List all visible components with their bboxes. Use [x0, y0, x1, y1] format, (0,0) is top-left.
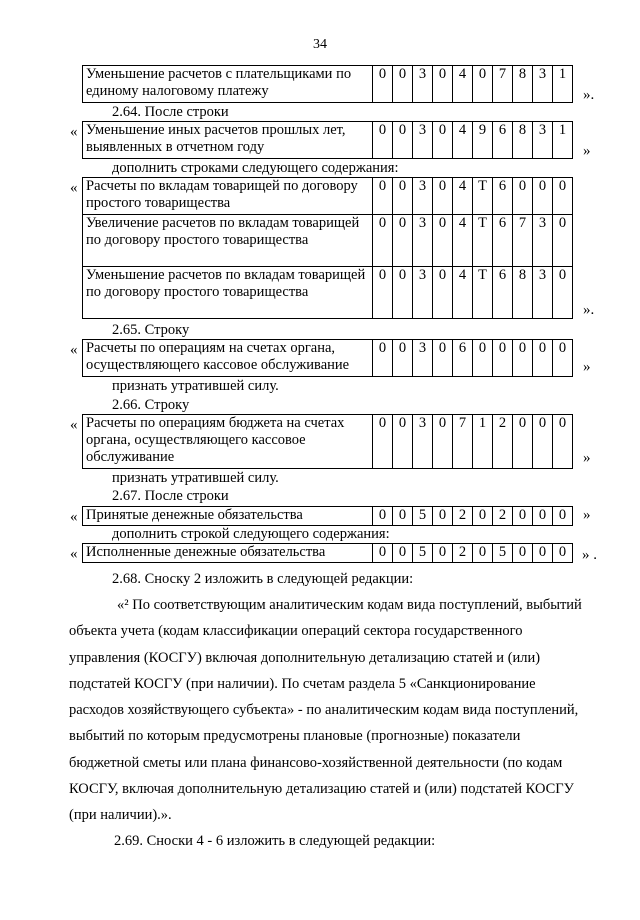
clause-2-69: 2.69. Сноски 4 - 6 изложить в следующей редакции: — [114, 833, 436, 849]
code-digit: 4 — [453, 267, 473, 319]
code-digit: 0 — [473, 544, 493, 563]
opening-quote: « — [70, 180, 78, 196]
code-digit: 9 — [473, 122, 493, 159]
code-digit: 3 — [533, 122, 553, 159]
footnote-line: подстатей КОСГУ (при наличии). По счетам раздела 5 «Санкционирование — [69, 675, 536, 692]
footnote-line: управления (КОСГУ) включая дополнительную детализацию статей и (или) — [69, 649, 541, 666]
code-digit: 0 — [553, 340, 573, 377]
code-table — [82, 339, 573, 377]
table-row — [83, 415, 573, 469]
table-row — [83, 122, 573, 159]
code-table — [82, 543, 573, 563]
code-digit: 0 — [473, 66, 493, 103]
page-number: 34 — [313, 37, 327, 52]
code-digit: 3 — [413, 340, 433, 377]
code-table — [82, 414, 573, 469]
code-digit: 8 — [513, 122, 533, 159]
code-digit: 0 — [373, 415, 393, 469]
void-text: признать утратившей силу. — [112, 378, 279, 394]
code-digit: 0 — [393, 340, 413, 377]
code-digit: 7 — [453, 415, 473, 469]
code-digit: 4 — [453, 178, 473, 215]
opening-quote: « — [70, 509, 78, 525]
opening-quote: « — [70, 124, 78, 140]
code-digit: 0 — [393, 215, 413, 267]
code-digit: 0 — [533, 178, 553, 215]
code-digit: 0 — [513, 507, 533, 526]
code-digit: 0 — [433, 122, 453, 159]
opening-quote: « — [70, 417, 78, 433]
closing-quote: » . — [582, 547, 597, 563]
code-digit: 0 — [533, 544, 553, 563]
code-digit: 1 — [553, 122, 573, 159]
code-digit: 4 — [453, 215, 473, 267]
code-digit: 0 — [393, 267, 413, 319]
code-digit: 3 — [413, 415, 433, 469]
row-label: Расчеты по вкладам товарищей по договору простого товарищества — [83, 178, 373, 215]
code-digit: 0 — [373, 340, 393, 377]
table-row — [83, 66, 573, 103]
code-digit: 3 — [533, 215, 553, 267]
row-label: Принятые денежные обязательства — [83, 507, 373, 526]
table-row — [83, 267, 573, 319]
code-digit: 3 — [413, 267, 433, 319]
code-digit: 6 — [493, 215, 513, 267]
code-table — [82, 65, 573, 103]
code-digit: 0 — [513, 544, 533, 563]
code-digit: Т — [473, 215, 493, 267]
table-row — [83, 340, 573, 377]
closing-quote: » — [583, 450, 591, 466]
table-row — [83, 215, 573, 267]
void-text: признать утратившей силу. — [112, 470, 279, 486]
table-row — [83, 544, 573, 563]
code-digit: 0 — [393, 122, 413, 159]
closing-quote: ». — [583, 87, 595, 103]
add-row-text: дополнить строкой следующего содержания: — [112, 526, 390, 542]
code-digit: 0 — [433, 215, 453, 267]
code-digit: 0 — [373, 544, 393, 563]
table-row — [83, 507, 573, 526]
code-digit: 0 — [533, 507, 553, 526]
code-digit: 0 — [373, 267, 393, 319]
closing-quote: » — [583, 359, 591, 375]
code-digit: 0 — [433, 66, 453, 103]
code-digit: 0 — [553, 507, 573, 526]
code-digit: 1 — [553, 66, 573, 103]
code-digit: 6 — [493, 267, 513, 319]
opening-quote: « — [70, 546, 78, 562]
code-digit: 3 — [413, 66, 433, 103]
code-digit: 2 — [493, 415, 513, 469]
row-label: Исполненные денежные обязательства — [83, 544, 373, 563]
code-digit: 0 — [473, 340, 493, 377]
code-digit: 8 — [513, 66, 533, 103]
code-digit: 0 — [533, 340, 553, 377]
closing-quote: » — [583, 507, 591, 523]
footnote-line: «² По соответствующим аналитическим кодам вида поступлений, выбытий — [117, 597, 582, 613]
code-digit: 0 — [553, 178, 573, 215]
footnote-line: выбытий по которым предусмотрены плановые (прогнозные) показатели — [69, 728, 521, 745]
clause-2-68: 2.68. Сноску 2 изложить в следующей редакции: — [112, 571, 414, 587]
code-table — [82, 506, 573, 526]
footnote-paragraph — [69, 592, 599, 829]
code-digit: 0 — [433, 267, 453, 319]
clause-2-66: 2.66. Строку — [112, 397, 190, 413]
code-digit: Т — [473, 178, 493, 215]
code-digit: 0 — [393, 544, 413, 563]
closing-quote: » — [583, 143, 591, 159]
code-digit: 0 — [513, 178, 533, 215]
footnote-line: объекта учета (кодам классификации операций сектора государственного — [69, 623, 523, 640]
code-digit: 5 — [413, 544, 433, 563]
code-digit: 0 — [433, 544, 453, 563]
code-digit: 0 — [373, 507, 393, 526]
footnote-line: бюджетной сметы или плана финансово-хозяйственной деятельности (по кодам — [69, 754, 563, 771]
code-digit: 2 — [453, 507, 473, 526]
clause-2-64: 2.64. После строки — [112, 104, 229, 120]
code-digit: 0 — [433, 340, 453, 377]
row-label: Уменьшение расчетов с плательщиками по единому налоговому платежу — [83, 66, 373, 103]
row-label: Расчеты по операциям на счетах органа, осуществляющего кассовое обслуживание — [83, 340, 373, 377]
code-digit: 0 — [533, 415, 553, 469]
code-digit: 0 — [553, 215, 573, 267]
footnote-line: расходов хозяйствующего субъекта» - по аналитическим кодам вида поступлений, — [69, 702, 579, 719]
code-digit: 0 — [553, 544, 573, 563]
code-digit: 0 — [433, 178, 453, 215]
code-digit: 5 — [493, 544, 513, 563]
code-digit: 6 — [493, 178, 513, 215]
code-digit: 0 — [513, 340, 533, 377]
footnote-line: КОСГУ, включая дополнительную детализацию статей и (или) подстатей КОСГУ — [69, 781, 574, 798]
code-digit: 2 — [453, 544, 473, 563]
code-digit: 0 — [433, 415, 453, 469]
code-digit: 4 — [453, 122, 473, 159]
code-digit: 0 — [393, 507, 413, 526]
code-digit: 0 — [513, 415, 533, 469]
code-digit: 0 — [373, 122, 393, 159]
code-digit: 0 — [393, 66, 413, 103]
code-table — [82, 177, 573, 319]
add-rows-text: дополнить строками следующего содержания: — [112, 160, 399, 176]
code-digit: 8 — [513, 267, 533, 319]
code-digit: 0 — [373, 215, 393, 267]
code-digit: 7 — [513, 215, 533, 267]
code-digit: 4 — [453, 66, 473, 103]
code-digit: 0 — [373, 178, 393, 215]
code-digit: 0 — [433, 507, 453, 526]
code-digit: 6 — [493, 122, 513, 159]
code-digit: 0 — [393, 415, 413, 469]
code-digit: 0 — [493, 340, 513, 377]
code-digit: 0 — [373, 66, 393, 103]
code-digit: 3 — [413, 215, 433, 267]
code-digit: 0 — [393, 178, 413, 215]
code-digit: 3 — [413, 122, 433, 159]
code-digit: 0 — [473, 507, 493, 526]
row-label: Уменьшение иных расчетов прошлых лет, выявленных в отчетном году — [83, 122, 373, 159]
table-row — [83, 178, 573, 215]
code-digit: 2 — [493, 507, 513, 526]
code-digit: 0 — [553, 415, 573, 469]
code-digit: 6 — [453, 340, 473, 377]
row-label: Увеличение расчетов по вкладам товарищей по договору простого товарищества — [83, 215, 373, 267]
code-digit: 3 — [413, 178, 433, 215]
clause-2-65: 2.65. Строку — [112, 322, 190, 338]
code-digit: Т — [473, 267, 493, 319]
opening-quote: « — [70, 342, 78, 358]
code-digit: 0 — [553, 267, 573, 319]
code-digit: 3 — [533, 66, 553, 103]
code-digit: 3 — [533, 267, 553, 319]
code-table — [82, 121, 573, 159]
footnote-line: (при наличии).». — [69, 807, 172, 824]
row-label: Расчеты по операциям бюджета на счетах органа, осуществляющего кассовое обслуживание — [83, 415, 373, 469]
row-label: Уменьшение расчетов по вкладам товарищей по договору простого товарищества — [83, 267, 373, 319]
clause-2-67: 2.67. После строки — [112, 488, 229, 504]
code-digit: 7 — [493, 66, 513, 103]
code-digit: 5 — [413, 507, 433, 526]
code-digit: 1 — [473, 415, 493, 469]
closing-quote: ». — [583, 302, 595, 318]
